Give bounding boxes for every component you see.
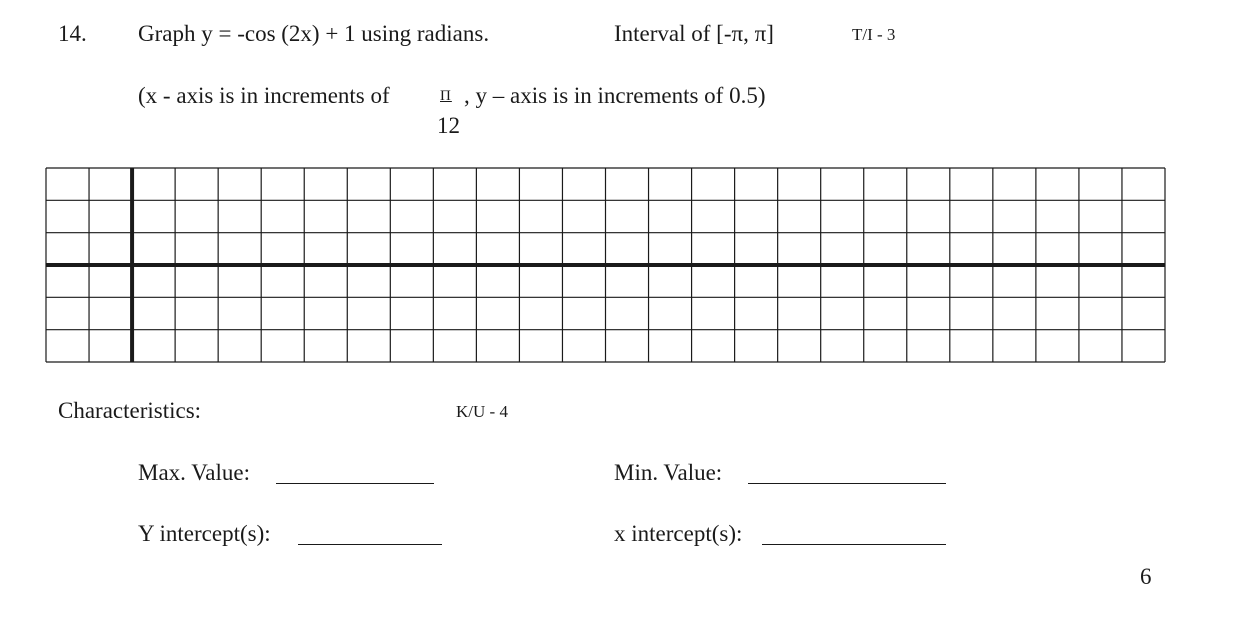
ti-marks: T/I - 3 (852, 25, 896, 44)
min-value-blank[interactable] (748, 483, 946, 484)
increments-prefix: (x - axis is in increments of (138, 83, 390, 108)
increments-suffix: , y – axis is in increments of 0.5) (464, 83, 766, 108)
x-intercept-blank[interactable] (762, 544, 946, 545)
page-number: 6 (1140, 564, 1152, 589)
question-number: 14. (58, 21, 87, 46)
y-intercept-label: Y intercept(s): (138, 521, 271, 546)
max-value-label: Max. Value: (138, 460, 251, 485)
ku-marks: K/U - 4 (456, 402, 508, 421)
interval-text: Interval of [-π, π] (614, 21, 774, 46)
characteristics-heading: Characteristics: (58, 398, 202, 423)
x-intercept-label: x intercept(s): (614, 521, 743, 546)
question-prompt: Graph y = -cos (2x) + 1 using radians. (138, 21, 490, 46)
y-intercept-blank[interactable] (298, 544, 442, 545)
max-value-blank[interactable] (276, 483, 434, 484)
min-value-label: Min. Value: (614, 460, 723, 485)
fraction-numerator: Π (440, 88, 452, 104)
fraction-denominator: 12 (437, 113, 460, 138)
